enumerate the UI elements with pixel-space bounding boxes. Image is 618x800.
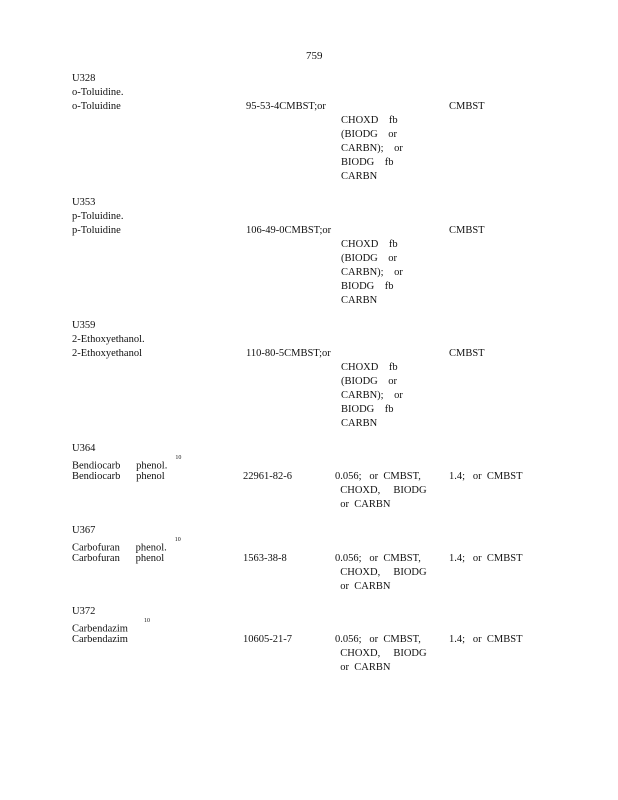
constituent-name: Carbofuran phenol	[72, 553, 165, 564]
wastewater-standard-inline: CMBST;or	[279, 101, 326, 112]
constituent-name: Bendiocarb phenol	[72, 471, 165, 482]
cas-number-value: 110-80-5	[246, 348, 285, 359]
wastewater-standard: CHOXD fb (BIODG or CARBN); or BIODG fb CARBN	[341, 239, 403, 306]
wastewater-standard-inline: CMBST;or	[284, 348, 331, 359]
waste-code: U359	[72, 320, 96, 331]
waste-code: U372	[72, 606, 96, 617]
footnote-marker: 10	[175, 455, 182, 461]
cas-number	[246, 100, 326, 114]
cas-number: 1563-38-8	[243, 553, 287, 564]
constituent-name: 2-Ethoxyethanol	[72, 348, 142, 359]
waste-code: U353	[72, 197, 96, 208]
waste-code: U328	[72, 73, 96, 84]
cas-number-value: 95-53-4	[246, 101, 280, 112]
waste-name-heading: p-Toluidine.	[72, 211, 124, 222]
nonwastewater-standard: 1.4; or CMBST	[449, 471, 523, 482]
cas-number-value: 106-49-0	[246, 225, 285, 236]
page-number: 759	[306, 50, 323, 62]
cas-number: 10605-21-7	[243, 634, 292, 645]
nonwastewater-standard: 1.4; or CMBST	[449, 553, 523, 564]
constituent-name: p-Toluidine	[72, 225, 121, 236]
waste-code: U364	[72, 443, 96, 454]
nonwastewater-standard: CMBST	[449, 348, 485, 359]
constituent-name: o-Toluidine	[72, 101, 121, 112]
wastewater-standard: CHOXD fb (BIODG or CARBN); or BIODG fb CARBN	[341, 115, 403, 182]
footnote-marker: 10	[174, 537, 181, 543]
waste-name-heading-text: Carbofuran phenol.	[72, 542, 167, 554]
footnote-marker: 10	[143, 618, 150, 624]
wastewater-standard: 0.056; or CMBST, CHOXD, BIODG or CARBN	[335, 634, 427, 673]
waste-name-heading: 2-Ethoxyethanol.	[72, 334, 145, 345]
waste-code: U367	[72, 525, 96, 536]
nonwastewater-standard: CMBST	[449, 101, 485, 112]
wastewater-standard: 0.056; or CMBST, CHOXD, BIODG or CARBN	[335, 553, 427, 592]
cas-number	[246, 347, 331, 361]
waste-name-heading-text: Carbendazim	[72, 623, 128, 635]
constituent-name: Carbendazim	[72, 634, 128, 645]
waste-name-heading: o-Toluidine.	[72, 87, 124, 98]
wastewater-standard: 0.056; or CMBST, CHOXD, BIODG or CARBN	[335, 471, 427, 510]
nonwastewater-standard: 1.4; or CMBST	[449, 634, 523, 645]
waste-name-heading-text: Bendiocarb phenol.	[72, 460, 168, 472]
nonwastewater-standard: CMBST	[449, 225, 485, 236]
wastewater-standard-inline: CMBST;or	[284, 225, 332, 236]
cas-number	[246, 224, 331, 238]
cas-number: 22961-82-6	[243, 471, 292, 482]
wastewater-standard: CHOXD fb (BIODG or CARBN); or BIODG fb CARBN	[341, 362, 403, 429]
